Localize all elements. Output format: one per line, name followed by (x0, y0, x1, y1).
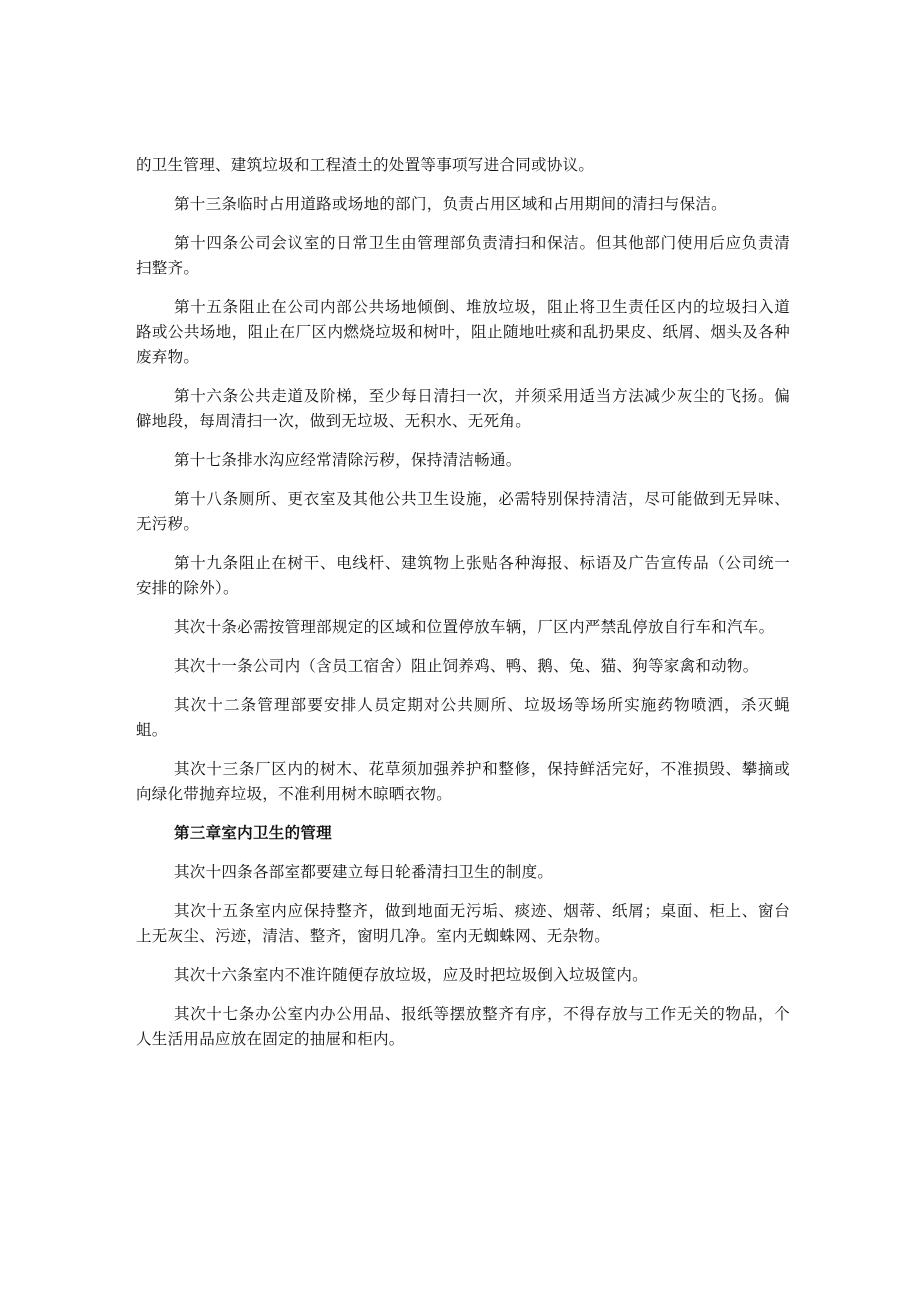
article-22: 其次十二条管理部要安排人员定期对公共厕所、垃圾场等场所实施药物喷洒，杀灭蝇蛆。 (136, 696, 790, 739)
article-23: 其次十三条厂区内的树木、花草须加强养护和整修，保持鲜活完好，不准损毁、攀摘或向绿化带抛弃垃圾，不准利用树木晾晒衣物。 (136, 760, 790, 803)
article-16: 第十六条公共走道及阶梯，至少每日清扫一次，并须采用适当方法减少灰尘的飞扬。偏僻地段，每周清扫一次，做到无垃圾、无积水、无死角。 (136, 387, 790, 430)
article-13: 第十三条临时占用道路或场地的部门，负责占用区域和占用期间的清扫与保洁。 (173, 195, 727, 213)
document-body (136, 153, 790, 1052)
article-25: 其次十五条室内应保持整齐，做到地面无污垢、痰迹、烟蒂、纸屑；桌面、柜上、窗台上无灰尘、污迹，清洁、整齐，窗明几净。室内无蜘蛛网、无杂物。 (136, 902, 790, 945)
article-24: 其次十四条各部室都要建立每日轮番清扫卫生的制度。 (173, 863, 554, 881)
article-21: 其次十一条公司内（含员工宿舍）阻止饲养鸡、鸭、鹅、兔、猫、狗等家禽和动物。 (173, 657, 759, 675)
article-20: 其次十条必需按管理部规定的区域和位置停放车辆，厂区内严禁乱停放自行车和汽车。 (173, 618, 775, 636)
article-15: 第十五条阻止在公司内部公共场地倾倒、堆放垃圾，阻止将卫生责任区内的垃圾扫入道路或公共场地，阻止在厂区内燃烧垃圾和树叶，阻止随地吐痰和乱扔果皮、纸屑、烟头及各种废弃物。 (136, 298, 790, 366)
chapter-heading: 第三章室内卫生的管理 (173, 824, 332, 842)
article-18: 第十八条厕所、更衣室及其他公共卫生设施，必需特别保持清洁，尽可能做到无异味、无污秽。 (136, 490, 790, 533)
paragraph-continuation: 的卫生管理、建筑垃圾和工程渣土的处置等事项写进合同或协议。 (136, 156, 595, 174)
article-14: 第十四条公司会议室的日常卫生由管理部负责清扫和保洁。但其他部门使用后应负责清扫整齐。 (136, 234, 790, 277)
article-26: 其次十六条室内不准许随便存放垃圾，应及时把垃圾倒入垃圾筐内。 (173, 966, 648, 984)
article-27: 其次十七条办公室内办公用品、报纸等摆放整齐有序，不得存放与工作无关的物品，个人生活用品应放在固定的抽屉和柜内。 (136, 1005, 790, 1048)
article-17: 第十七条排水沟应经常清除污秽，保持清洁畅通。 (173, 451, 522, 469)
article-19: 第十九条阻止在树干、电线杆、建筑物上张贴各种海报、标语及广告宣传品（公司统一安排的除外）。 (136, 554, 790, 597)
